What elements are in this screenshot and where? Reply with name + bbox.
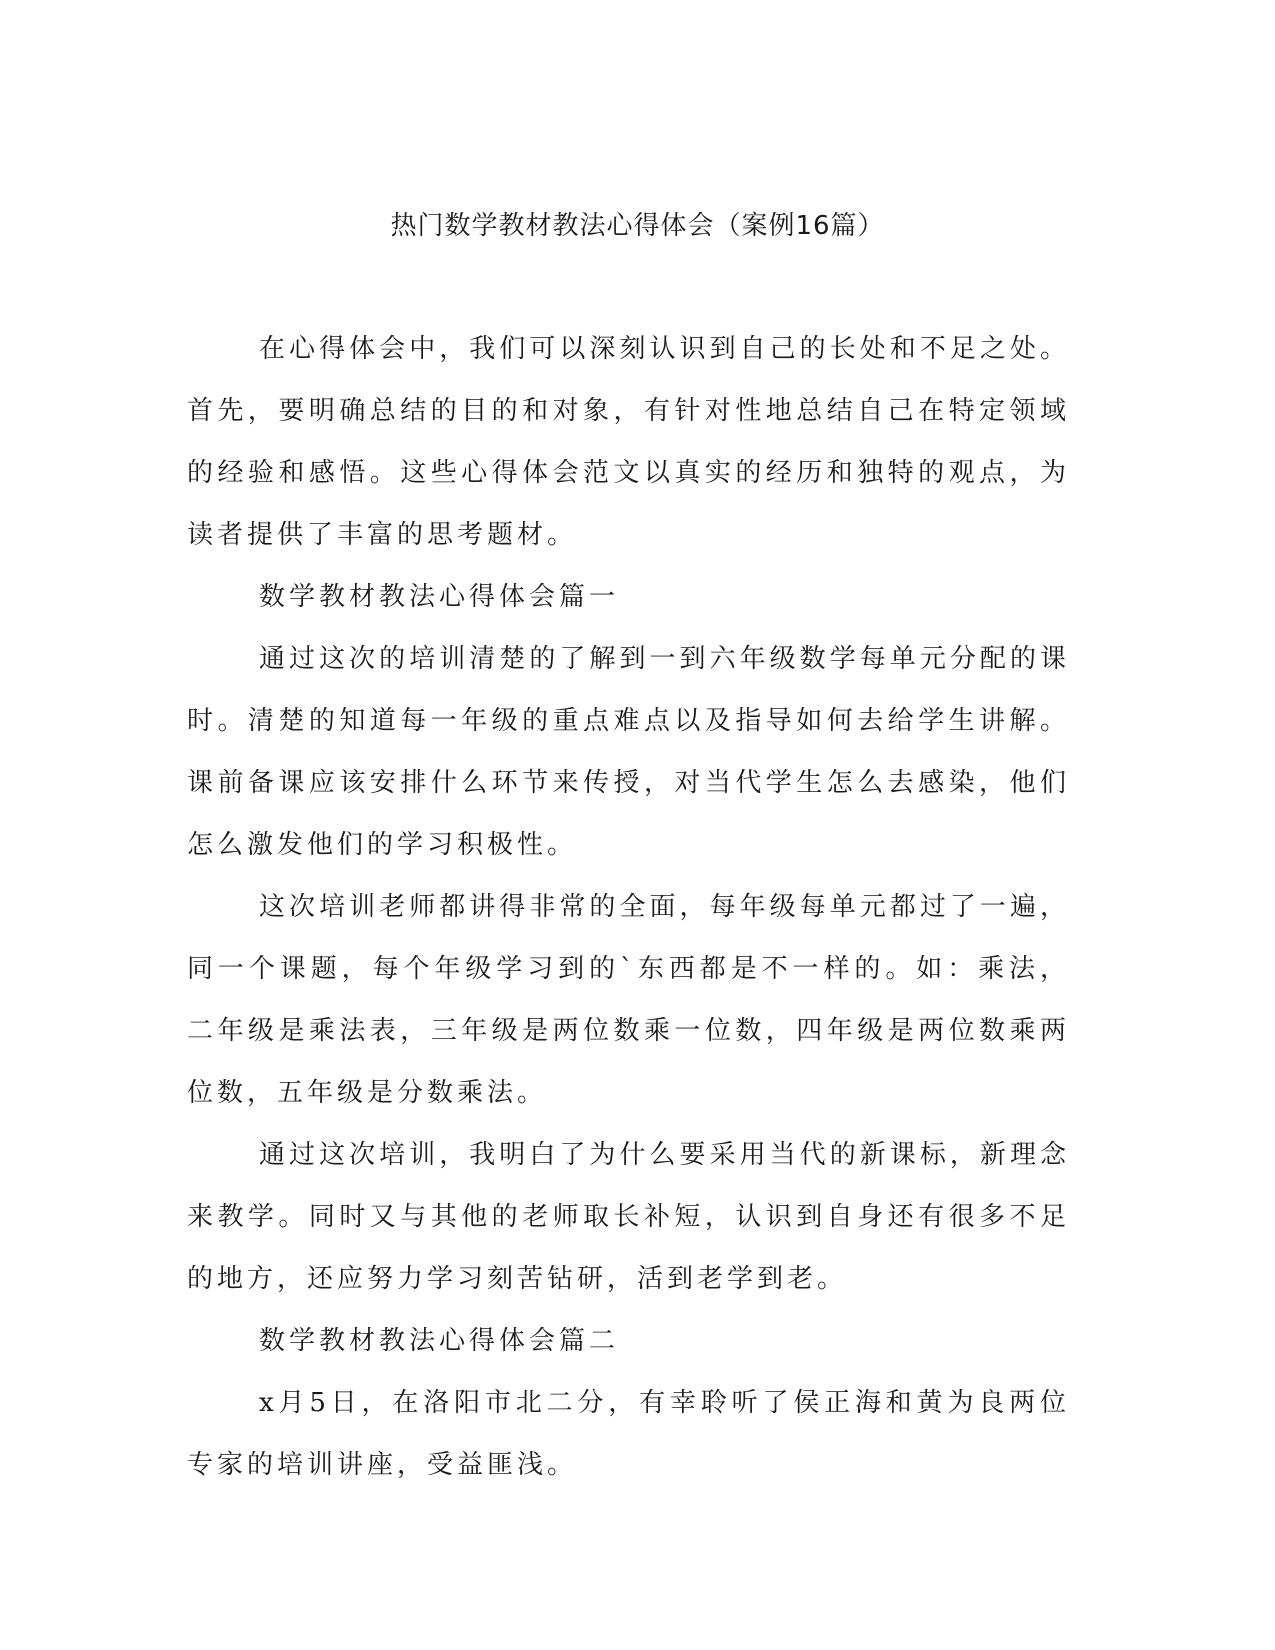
section-2-paragraph-1: x月5日，在洛阳市北二分，有幸聆听了侯正海和黄为良两位专家的培训讲座，受益匪浅。	[187, 1388, 1070, 1480]
section-heading-1: 数学教材教法心得体会篇一	[259, 582, 620, 612]
section-1-paragraph-2: 这次培训老师都讲得非常的全面，每年级每单元都过了一遍，同一个课题，每个年级学习到的`东西都是不一样的。如：乘法，二年级是乘法表，三年级是两位数乘一位数，四年级是两位数乘两位数，五年级是分数乘法。	[187, 892, 1070, 1108]
intro-paragraph: 在心得体会中，我们可以深刻认识到自己的长处和不足之处。首先，要明确总结的目的和对象，有针对性地总结自己在特定领域的经验和感悟。这些心得体会范文以真实的经历和独特的观点，为读者提供了丰富的思考题材。	[187, 334, 1070, 550]
section-1-paragraph-1: 通过这次的培训清楚的了解到一到六年级数学每单元分配的课时。清楚的知道每一年级的重点难点以及指导如何去给学生讲解。课前备课应该安排什么环节来传授，对当代学生怎么去感染，他们怎么激发他们的学习积极性。	[187, 644, 1070, 860]
document-title: 热门数学教材教法心得体会（案例16篇）	[390, 211, 885, 241]
section-heading-2: 数学教材教法心得体会篇二	[259, 1326, 620, 1356]
document-body	[187, 318, 1070, 1496]
section-1-paragraph-3: 通过这次培训，我明白了为什么要采用当代的新课标，新理念来教学。同时又与其他的老师取长补短，认识到自身还有很多不足的地方，还应努力学习刻苦钻研，活到老学到老。	[187, 1140, 1070, 1294]
